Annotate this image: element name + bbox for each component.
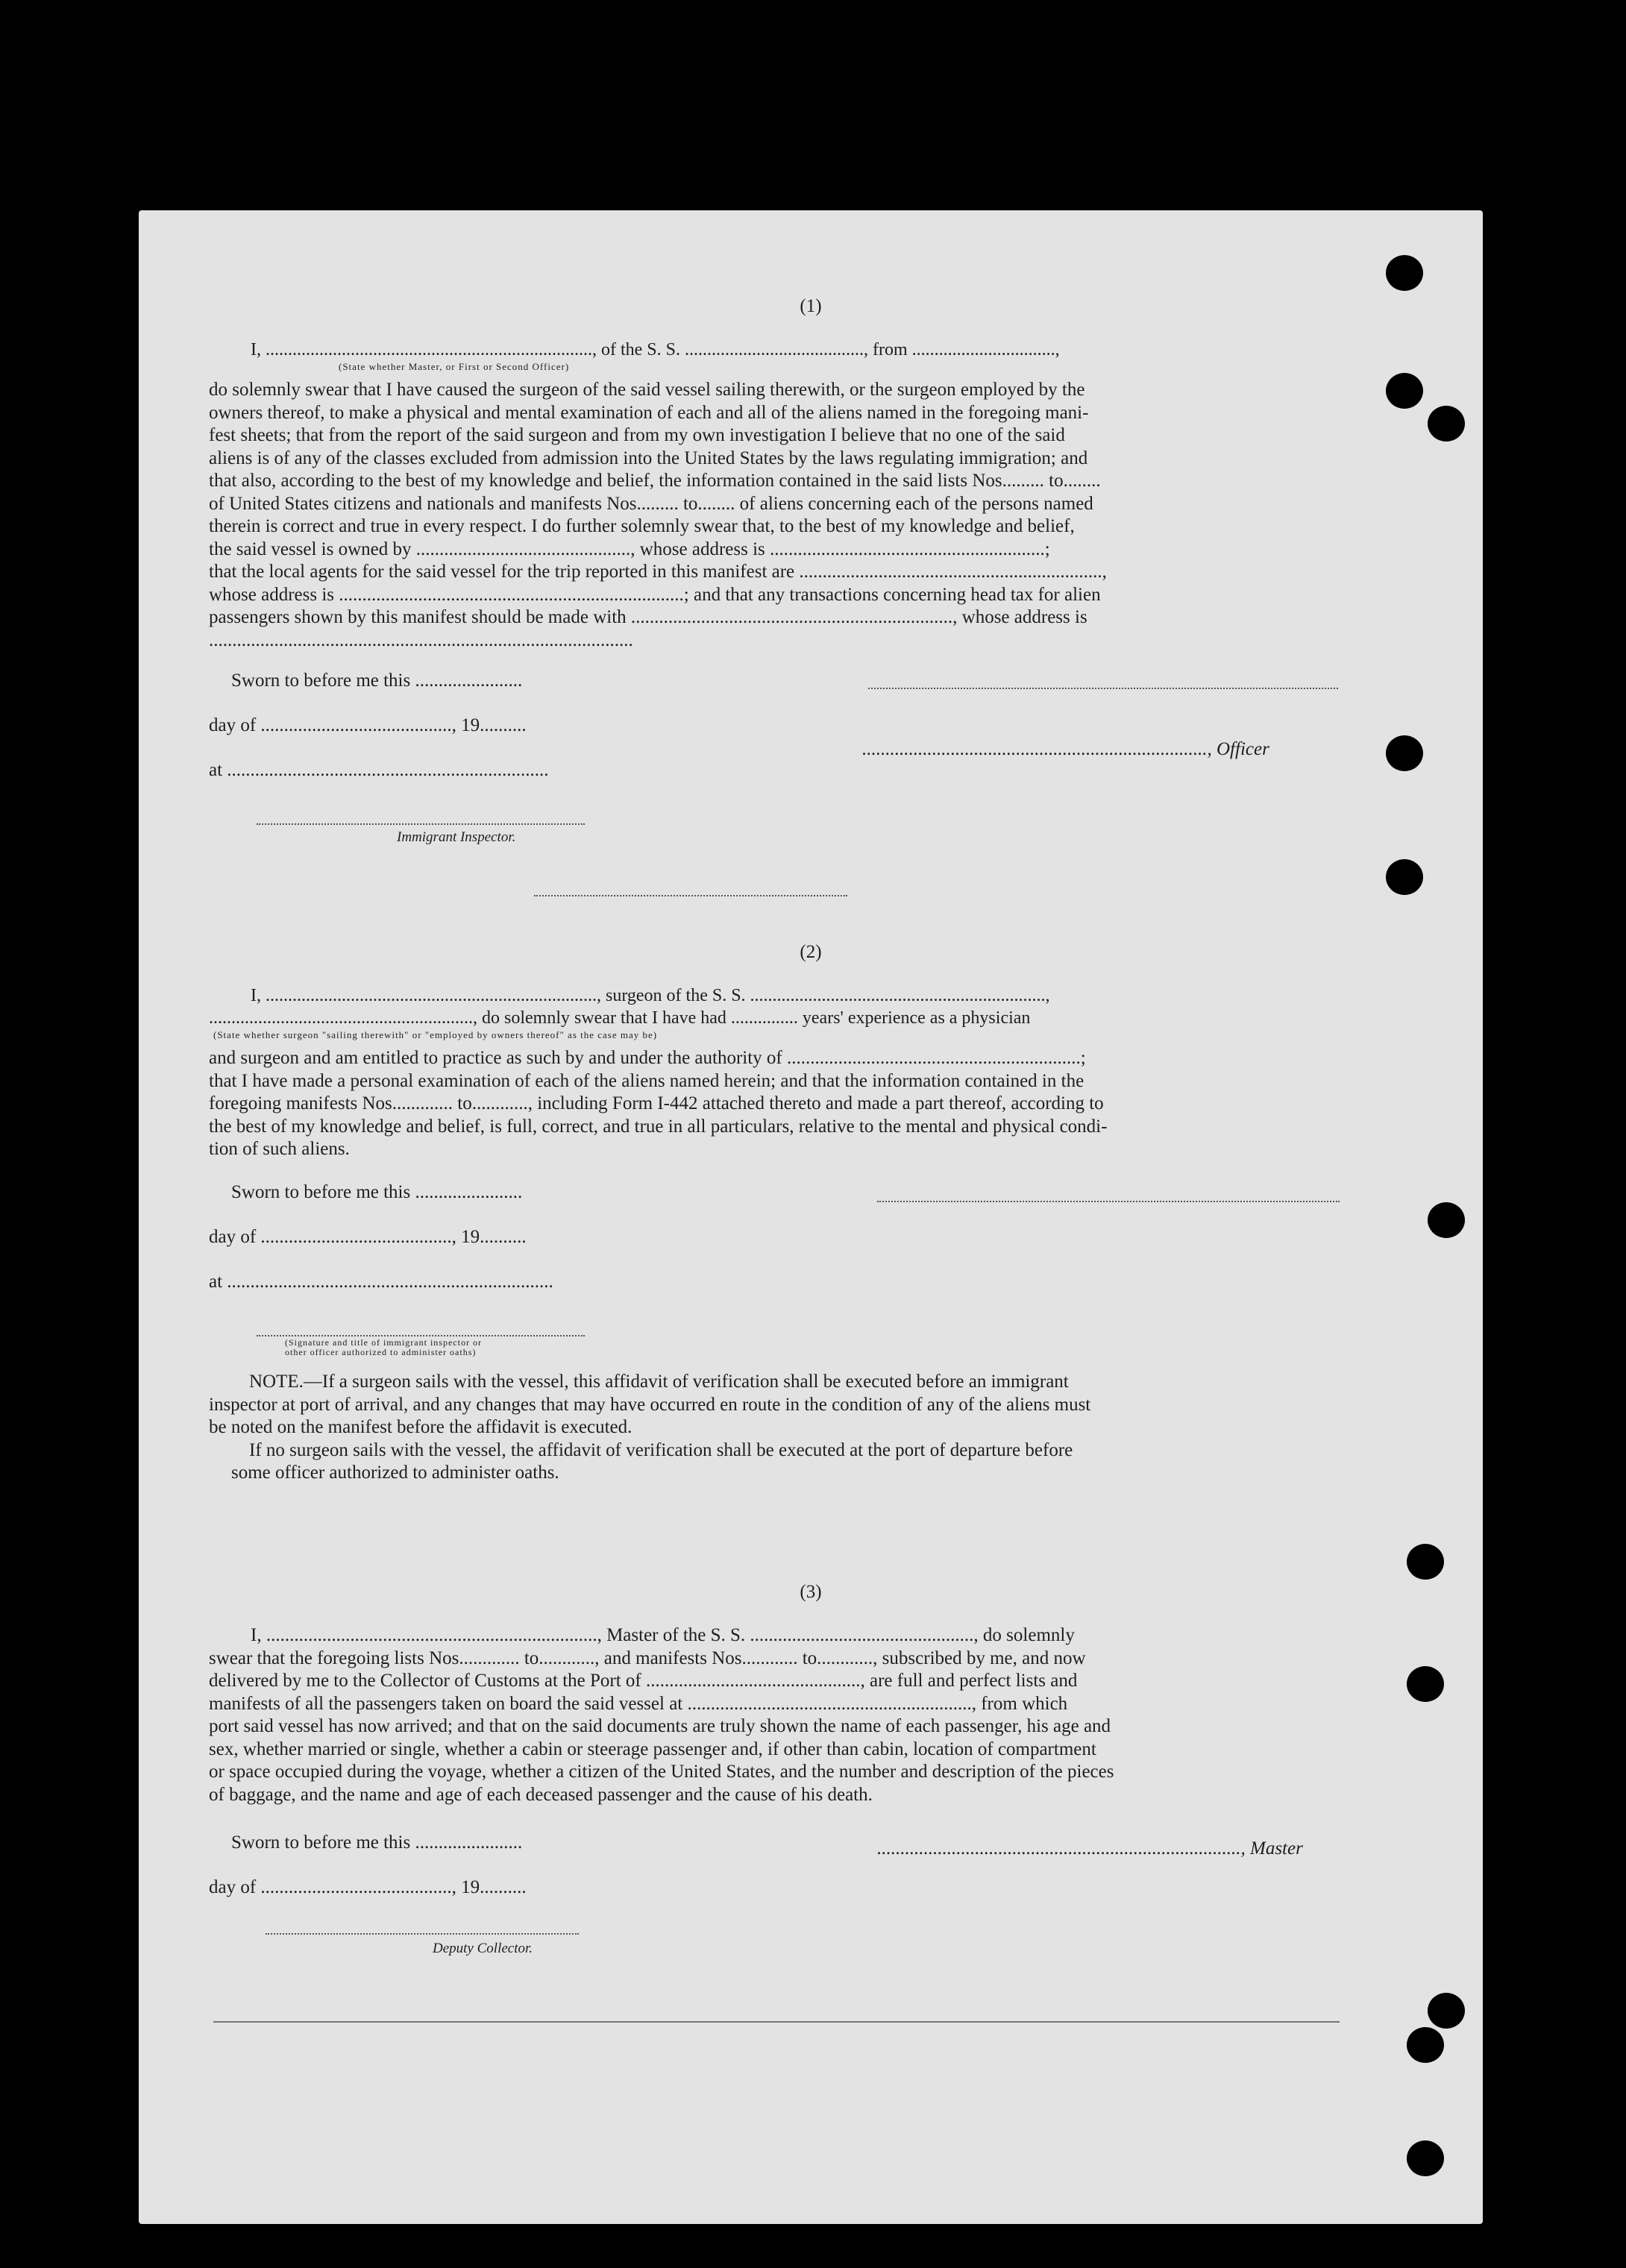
inspector-caption: Immigrant Inspector. [397,829,516,845]
oath-line: do solemnly swear that I have caused the surgeon of the said vessel sailing therewith, or the surgeon employed by the [209,380,1085,400]
inspector-signature-line [257,823,585,825]
oath-line: aliens is of any of the classes excluded from admission into the United States by the laws regulating immigration; and [209,447,1088,468]
collector-caption: Deputy Collector. [433,1941,533,1956]
sworn-line: Sworn to before me this ....................... [231,1832,523,1853]
surgeon-oath-line: that I have made a personal examination of each of the aliens named herein; and that the information contained in the [209,1070,1084,1091]
oath-line: that the local agents for the said vessel for the trip reported in this manifest are ................................................................., [209,562,1107,582]
surgeon-oath-line: foregoing manifests Nos............. to............, including Form I-442 attached thereto and made a part thereof, according to [209,1093,1104,1113]
punch-hole-icon [1407,2027,1444,2063]
punch-hole-icon [1386,255,1423,291]
surgeon-caption: (State whether surgeon "sailing therewith" or "employed by owners thereof" as the case may be) [213,1029,658,1040]
inspector-caption: (Signature and title of immigrant inspector or [285,1337,482,1348]
oath-line: whose address is ..........................................................................; and that any transactions concerning head tax for alien [209,584,1101,605]
surgeon-line: I, .........................................................................., surgeon of the S. S. .................................................................., [251,986,1050,1005]
master-oath-line: port said vessel has now arrived; and that on the said documents are truly shown the name of each passenger, his age and [209,1716,1111,1736]
note-line: If no surgeon sails with the vessel, the affidavit of verification shall be executed at the port of departure before [249,1439,1073,1460]
note-line: be noted on the manifest before the affidavit is executed. [209,1417,632,1437]
sworn-line: Sworn to before me this ....................... [231,1182,523,1202]
inspector-caption: other officer authorized to administer oaths) [285,1347,477,1357]
master-signature-line: .............................................................................., Master [877,1838,1303,1859]
oath-line: passengers shown by this manifest should be made with ....................................................................., whose address is [209,607,1087,627]
master-oath-line: delivered by me to the Collector of Customs at the Port of .............................................., are full and perfect lists and [209,1671,1078,1691]
date-line: day of ........................................., 19.......... [209,1227,527,1247]
oath-line: of United States citizens and nationals and manifests Nos......... to........ of aliens concerning each of the persons named [209,493,1093,514]
surgeon-oath-line: tion of such aliens. [209,1139,350,1159]
master-oath-line: manifests of all the passengers taken on board the said vessel at ............................................................., from which [209,1693,1068,1714]
master-oath-line: swear that the foregoing lists Nos............. to............, and manifests Nos............ to............, subscribed by me, and now [209,1647,1086,1668]
inspector-signature-line [257,1335,585,1336]
master-oath-line: of baggage, and the name and age of each deceased passenger and the cause of his death. [209,1784,873,1805]
note-line: some officer authorized to administer oaths. [231,1463,559,1483]
section-number: (3) [800,1582,822,1602]
master-oath-line: or space occupied during the voyage, whether a citizen of the United States, and the number and description of the pieces [209,1762,1114,1782]
punch-hole-icon [1386,735,1423,771]
section-number: (1) [800,296,822,316]
note-line: inspector at port of arrival, and any changes that may have occurred en route in the condition of any of the aliens must [209,1394,1091,1415]
punch-hole-icon [1428,406,1465,442]
master-oath-line: I, ......................................................................., Master of the S. S. ................................................, do solemnly [251,1625,1075,1645]
section-divider [534,895,847,896]
oath-line: ........................................................................................... [209,629,633,650]
bottom-rule [213,2021,1340,2023]
date-line: day of ........................................., 19.......... [209,715,527,735]
signature-line [877,1201,1340,1202]
oath-line: owners thereof, to make a physical and mental examination of each and all of the aliens named in the foregoing mani- [209,402,1089,423]
oath-line: the said vessel is owned by .............................................., whose address is ...........................................................; [209,538,1050,559]
punch-hole-icon [1407,1544,1444,1580]
note-line: NOTE.—If a surgeon sails with the vessel, this affidavit of verification shall be executed before an immigrant [249,1372,1069,1392]
officer-line-caption: (State whether Master, or First or Second Officer) [339,361,570,372]
section-number: (2) [800,942,822,962]
officer-line: I, ........................................................................., of the S. S. ........................................, from ................................, [251,340,1060,359]
oath-line: that also, according to the best of my knowledge and belief, the information contained in the said lists Nos......... to........ [209,471,1101,491]
punch-hole-icon [1428,1202,1465,1238]
oath-line: therein is correct and true in every respect. I do further solemnly swear that, to the best of my knowledge and belief, [209,516,1075,536]
oath-line: fest sheets; that from the report of the said surgeon and from my own investigation I believe that no one of the said [209,425,1065,445]
punch-hole-icon [1386,859,1423,895]
signature-line [868,688,1338,689]
date-line: day of ........................................., 19.......... [209,1877,527,1897]
surgeon-experience-line: ..........................................................., do solemnly swear that I have had ............... years' experience as a physician [209,1008,1031,1028]
punch-hole-icon [1428,1993,1465,2029]
sworn-line: Sworn to before me this ....................... [231,670,523,691]
place-line: at ..................................................................... [209,760,549,780]
punch-hole-icon [1407,2140,1444,2176]
place-line: at ...................................................................... [209,1272,553,1292]
collector-signature-line [266,1933,579,1935]
surgeon-oath-line: and surgeon and am entitled to practice as such by and under the authority of ...............................................................; [209,1048,1086,1068]
surgeon-oath-line: the best of my knowledge and belief, is full, correct, and true in all particulars, relative to the mental and physical condi- [209,1116,1108,1137]
officer-signature-line: .........................................................................., Officer [862,739,1269,759]
form-page [139,210,1483,2224]
master-oath-line: sex, whether married or single, whether a cabin or steerage passenger and, if other than cabin, location of compartment [209,1738,1096,1759]
